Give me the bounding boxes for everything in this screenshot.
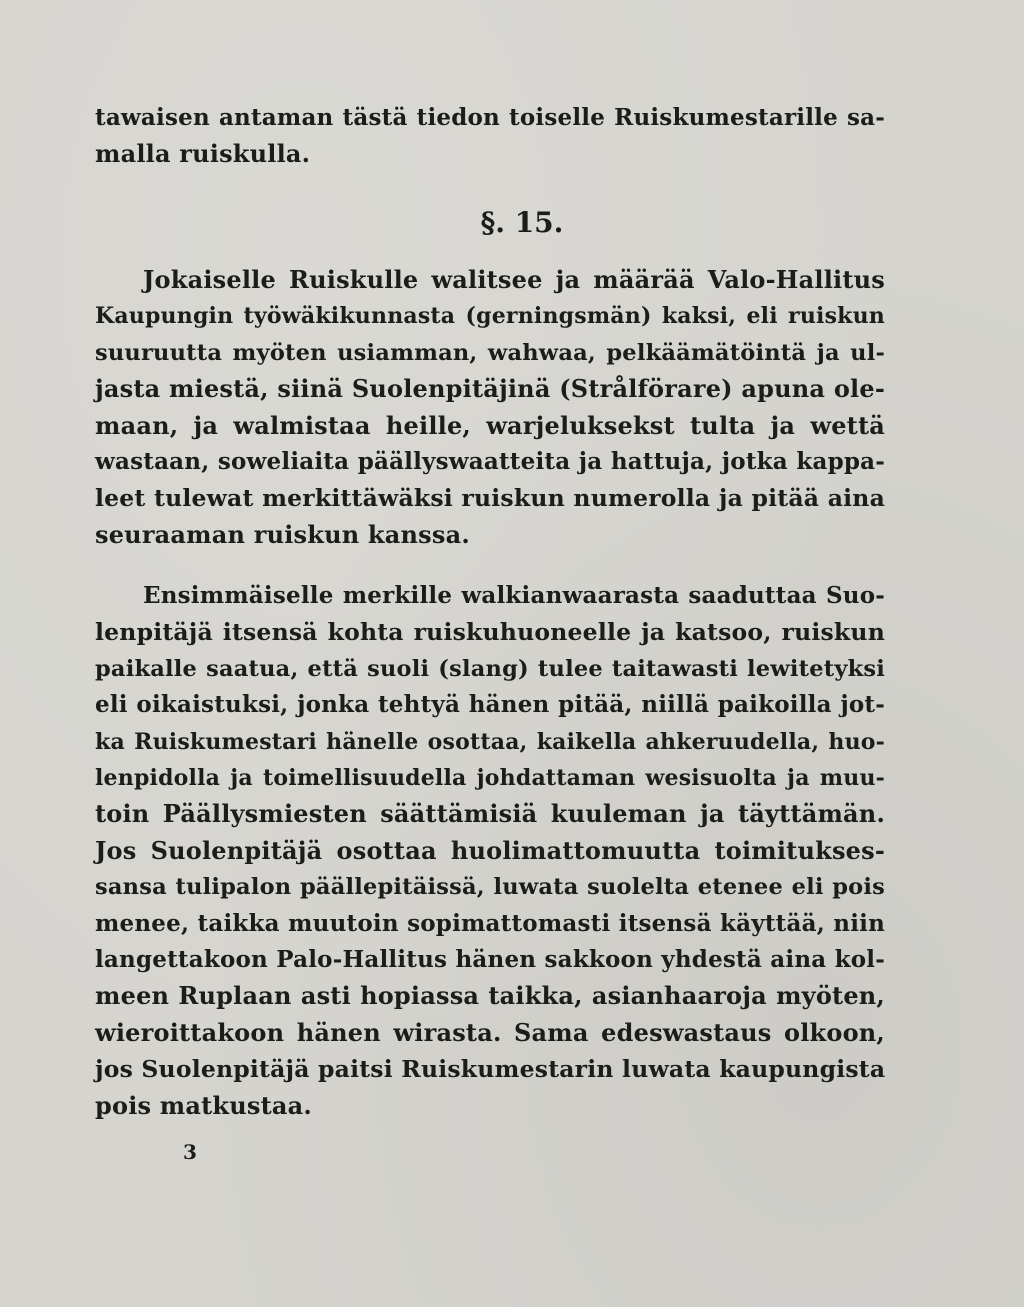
text-line: wastaan, soweliaita päällyswaatteita ja hattuja, jotka kappa- bbox=[95, 448, 885, 476]
text-line: paikalle saatua, että suoli (slang) tulee taitawasti lewitetyksi bbox=[95, 655, 885, 682]
text-line: malla ruiskulla. bbox=[95, 139, 311, 169]
text-line: toin Päällysmiesten säättämisiä kuuleman ja täyttämän. bbox=[95, 799, 885, 829]
page-number: 3 bbox=[183, 1140, 197, 1164]
text-line: jos Suolenpitäjä paitsi Ruiskumestarin luwata kaupungista bbox=[95, 1055, 886, 1084]
section-heading: §. 15. bbox=[480, 206, 564, 239]
text-line: lenpitäjä itsensä kohta ruiskuhuoneelle ja katsoo, ruiskun bbox=[95, 618, 885, 647]
text-line: jasta miestä, siinä Suolenpitäjinä (Strålförare) apuna ole- bbox=[95, 374, 885, 404]
text-line: Jokaiselle Ruiskulle walitsee ja määrää Valo-Hallitus bbox=[143, 265, 885, 294]
text-line: menee, taikka muutoin sopimattomasti itsensä käyttää, niin bbox=[95, 909, 885, 937]
text-line: langettakoon Palo-Hallitus hänen sakkoon yhdestä aina kol- bbox=[95, 946, 885, 974]
text-line: Kaupungin työwäkikunnasta (gerningsmän) kaksi, eli ruiskun bbox=[95, 303, 885, 330]
text-line: Jos Suolenpitäjä osottaa huolimattomuutta toimitukses- bbox=[95, 835, 885, 865]
text-line: seuraaman ruiskun kanssa. bbox=[95, 519, 470, 549]
text-line: meen Ruplaan asti hopiassa taikka, asianhaaroja myöten, bbox=[95, 981, 885, 1011]
paragraph-1 bbox=[95, 262, 885, 553]
text-line: Ensimmäiselle merkille walkianwaarasta saaduttaa Suo- bbox=[143, 582, 885, 609]
paragraph-2 bbox=[95, 578, 885, 1124]
continued-text-block bbox=[95, 100, 885, 173]
text-line: leet tulewat merkittäwäksi ruiskun numerolla ja pitää aina bbox=[95, 484, 885, 513]
text-line: wieroittakoon hänen wirasta. Sama edeswastaus olkoon, bbox=[95, 1017, 885, 1047]
text-line: eli oikaistuksi, jonka tehtyä hänen pitää, niillä paikoilla jot- bbox=[95, 691, 885, 719]
text-line: maan, ja walmistaa heille, warjeluksekst tulta ja wettä bbox=[95, 410, 885, 440]
text-line: pois matkustaa. bbox=[95, 1090, 312, 1120]
text-line: lenpidolla ja toimellisuudella johdattaman wesisuolta ja muu- bbox=[95, 765, 885, 792]
text-line: suuruutta myöten usiamman, wahwaa, pelkäämätöintä ja ul- bbox=[95, 339, 885, 366]
text-line: ka Ruiskumestari hänelle osottaa, kaikella ahkeruudella, huo- bbox=[95, 728, 885, 755]
text-line: sansa tulipalon päällepitäissä, luwata suolelta etenee eli pois bbox=[95, 874, 885, 901]
text-line: tawaisen antaman tästä tiedon toiselle Ruiskumestarille sa- bbox=[95, 104, 885, 131]
